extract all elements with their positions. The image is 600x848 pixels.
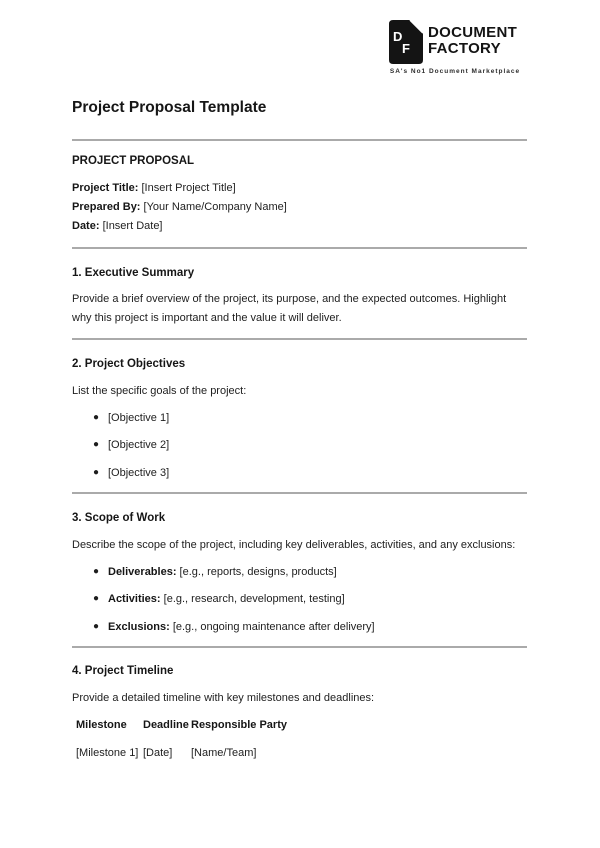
list-item xyxy=(72,618,527,637)
bullet-text: [e.g., ongoing maintenance after delivery] xyxy=(172,620,375,633)
field-value: [Your Name/Company Name] xyxy=(143,201,287,213)
divider xyxy=(72,139,527,141)
list-item: ● [Objective 1] xyxy=(72,409,527,428)
field-label: Prepared By: xyxy=(72,201,141,213)
section-intro: List the specific goals of the project: xyxy=(72,385,247,397)
field-label: Project Title: xyxy=(72,182,139,194)
table-header-deadline: Deadline xyxy=(143,718,189,731)
section-heading: 2. Project Objectives xyxy=(72,358,186,370)
table-header-responsible-party: Responsible Party xyxy=(191,718,287,731)
proposal-heading: PROJECT PROPOSAL xyxy=(72,155,195,167)
logo-letter-f: F xyxy=(402,41,410,56)
section-scope-of-work xyxy=(72,511,527,636)
logo-letter-d: D xyxy=(393,29,403,44)
brand-name-line1: DOCUMENT xyxy=(428,24,518,41)
field-value: [Insert Project Title] xyxy=(141,182,236,194)
table-cell-responsible-party: [Name/Team] xyxy=(191,746,257,759)
divider xyxy=(72,492,527,494)
divider xyxy=(72,247,527,249)
section-heading: 1. Executive Summary xyxy=(72,267,195,279)
brand-name-line2: FACTORY xyxy=(428,40,501,57)
page-title: Project Proposal Template xyxy=(72,99,267,116)
section-intro: Provide a detailed timeline with key milestones and deadlines: xyxy=(72,692,375,704)
section-paragraph: Provide a brief overview of the project, its purpose, and the expected outcomes. Highlight why this project is important and the value it will deliver. xyxy=(72,293,507,324)
list-item xyxy=(72,563,527,582)
section-heading: 3. Scope of Work xyxy=(72,512,166,524)
bullet-label: Deliverables: xyxy=(108,565,177,578)
section-project-timeline xyxy=(72,664,527,762)
bullet-text: [e.g., research, development, testing] xyxy=(163,593,345,605)
timeline-table xyxy=(72,716,527,762)
bullet-icon: ● xyxy=(93,593,100,604)
scope-list xyxy=(72,563,527,637)
bullet-text: [e.g., reports, designs, products] xyxy=(179,565,337,578)
bullet-icon: ● xyxy=(93,620,100,632)
bullet-icon: ● xyxy=(93,466,100,478)
bullet-icon: ● xyxy=(93,411,100,423)
field-prepared-by xyxy=(72,198,527,217)
section-project-objectives xyxy=(72,357,527,482)
field-value: [Insert Date] xyxy=(102,220,163,232)
field-project-title xyxy=(72,179,527,198)
bullet-label: Exclusions: xyxy=(108,620,170,633)
bullet-label: Activities: xyxy=(108,593,161,605)
objectives-list xyxy=(72,409,527,483)
table-cell-deadline: [Date] xyxy=(143,746,173,759)
brand-tagline: SA's No1 Document Marketplace xyxy=(389,68,521,75)
bullet-icon: ● xyxy=(93,439,100,450)
bullet-icon: ● xyxy=(93,565,100,577)
field-label: Date: xyxy=(72,220,100,232)
table-cell-milestone: [Milestone 1] xyxy=(76,746,139,759)
list-item xyxy=(72,590,527,609)
field-date xyxy=(72,217,527,236)
section-heading: 4. Project Timeline xyxy=(72,665,174,677)
divider xyxy=(72,338,527,340)
proposal-meta-fields xyxy=(72,179,527,236)
document-content xyxy=(72,0,527,762)
table-header-milestone: Milestone xyxy=(76,718,127,731)
list-item: ● [Objective 3] xyxy=(72,464,527,483)
section-executive-summary xyxy=(72,266,527,327)
list-item: ● [Objective 2] xyxy=(72,436,527,455)
section-intro: Describe the scope of the project, including key deliverables, activities, and any exclusions: xyxy=(72,539,516,551)
divider xyxy=(72,646,527,648)
